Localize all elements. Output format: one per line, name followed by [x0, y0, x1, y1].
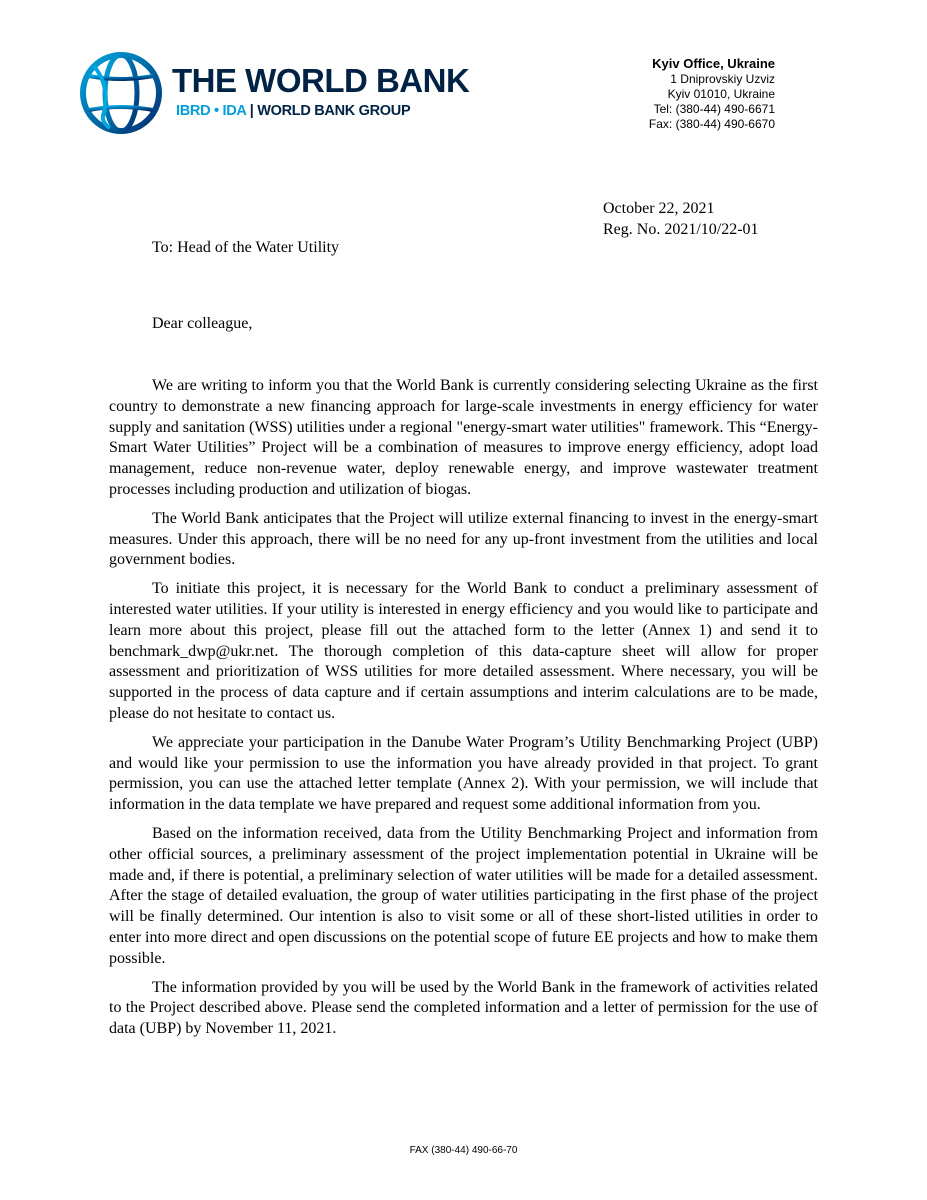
addressee: To: Head of the Water Utility — [152, 239, 340, 256]
office-address — [649, 56, 775, 132]
brand-sub-ibrd: IBRD • IDA — [176, 103, 247, 119]
body-paragraph: We appreciate your participation in the Danube Water Program’s Utility Benchmarking Project (UBP) and would like your permission to use the information you have already provided in that project. To grant permission, you can use the attached letter template (Annex 2). With your permission, we will include that information in the data template we have prepared and request some additional information from you. — [109, 733, 818, 814]
office-fax: Fax: (380-44) 490-6670 — [648, 117, 775, 131]
registration-number: Reg. No. 2021/10/22-01 — [603, 221, 759, 238]
footer-fax: FAX (380-44) 490-66-70 — [409, 1145, 518, 1156]
office-title: Kyiv Office, Ukraine — [652, 56, 775, 71]
office-address-line: Kyiv 01010, Ukraine — [667, 87, 775, 101]
brand-sub-separator: | — [246, 103, 258, 119]
letter-body — [109, 376, 818, 1048]
body-paragraph: Based on the information received, data from the Utility Benchmarking Project and information from other official sources, a preliminary assessment of the project implementation potential in Ukraine will be made and, if there is potential, a preliminary selection of water utilities will be made for a detailed assessment. After the stage of detailed evaluation, the group of water utilities participating in the first phase of the project will be finally determined. Our intention is also to visit some or all of these short-listed utilities in order to enter into more direct and open discussions on the potential scope of future EE projects and how to make them possible. — [109, 824, 818, 967]
globe-icon — [80, 52, 162, 134]
office-address-line: 1 Dniprovskiy Uzviz — [670, 72, 775, 86]
body-paragraph: To initiate this project, it is necessary for the World Bank to conduct a preliminary assessment of interested water utilities. If your utility is interested in energy efficiency and you would like to participate and learn more about this project, please fill out the attached form to the letter (Annex 1) and send it to benchmark_dwp@ukr.net. The thorough completion of this data-capture sheet will allow for proper assessment and prioritization of WSS utilities for more detailed assessment. Where necessary, you will be supported in the process of data capture and if certain assumptions and interim calculations are to be made, please do not hesitate to contact us. — [109, 580, 818, 722]
body-paragraph: The World Bank anticipates that the Project will utilize external financing to invest in the energy-smart measures. Under this approach, there will be no need for any up-front investment from the utilities and local government bodies. — [109, 509, 818, 569]
salutation: Dear colleague, — [152, 315, 253, 332]
brand-name: THE WORLD BANK — [172, 62, 470, 99]
body-paragraph: We are writing to inform you that the World Bank is currently considering selecting Ukraine as the first country to demonstrate a new financing approach for large-scale investments in energy efficiency for water supply and sanitation (WSS) utilities under a regional "energy-smart water utilities" framework. This “Energy-Smart Water Utilities” Project will be a combination of measures to improve energy efficiency, adopt load management, reduce non-revenue water, deploy renewable energy, and improve wastewater treatment processes including production and utilization of biogas. — [109, 377, 818, 498]
letter-meta — [603, 198, 759, 240]
brand-sub-group: WORLD BANK GROUP — [257, 103, 411, 119]
world-bank-logo — [80, 52, 500, 136]
body-paragraph: The information provided by you will be used by the World Bank in the framework of activities related to the Project described above. Please send the completed information and a letter of permission for the use of data (UBP) by November 11, 2021. — [109, 978, 818, 1038]
letter-date: October 22, 2021 — [603, 200, 715, 217]
brand-subtitle — [176, 104, 410, 119]
office-phone: Tel: (380-44) 490-6671 — [653, 102, 775, 116]
